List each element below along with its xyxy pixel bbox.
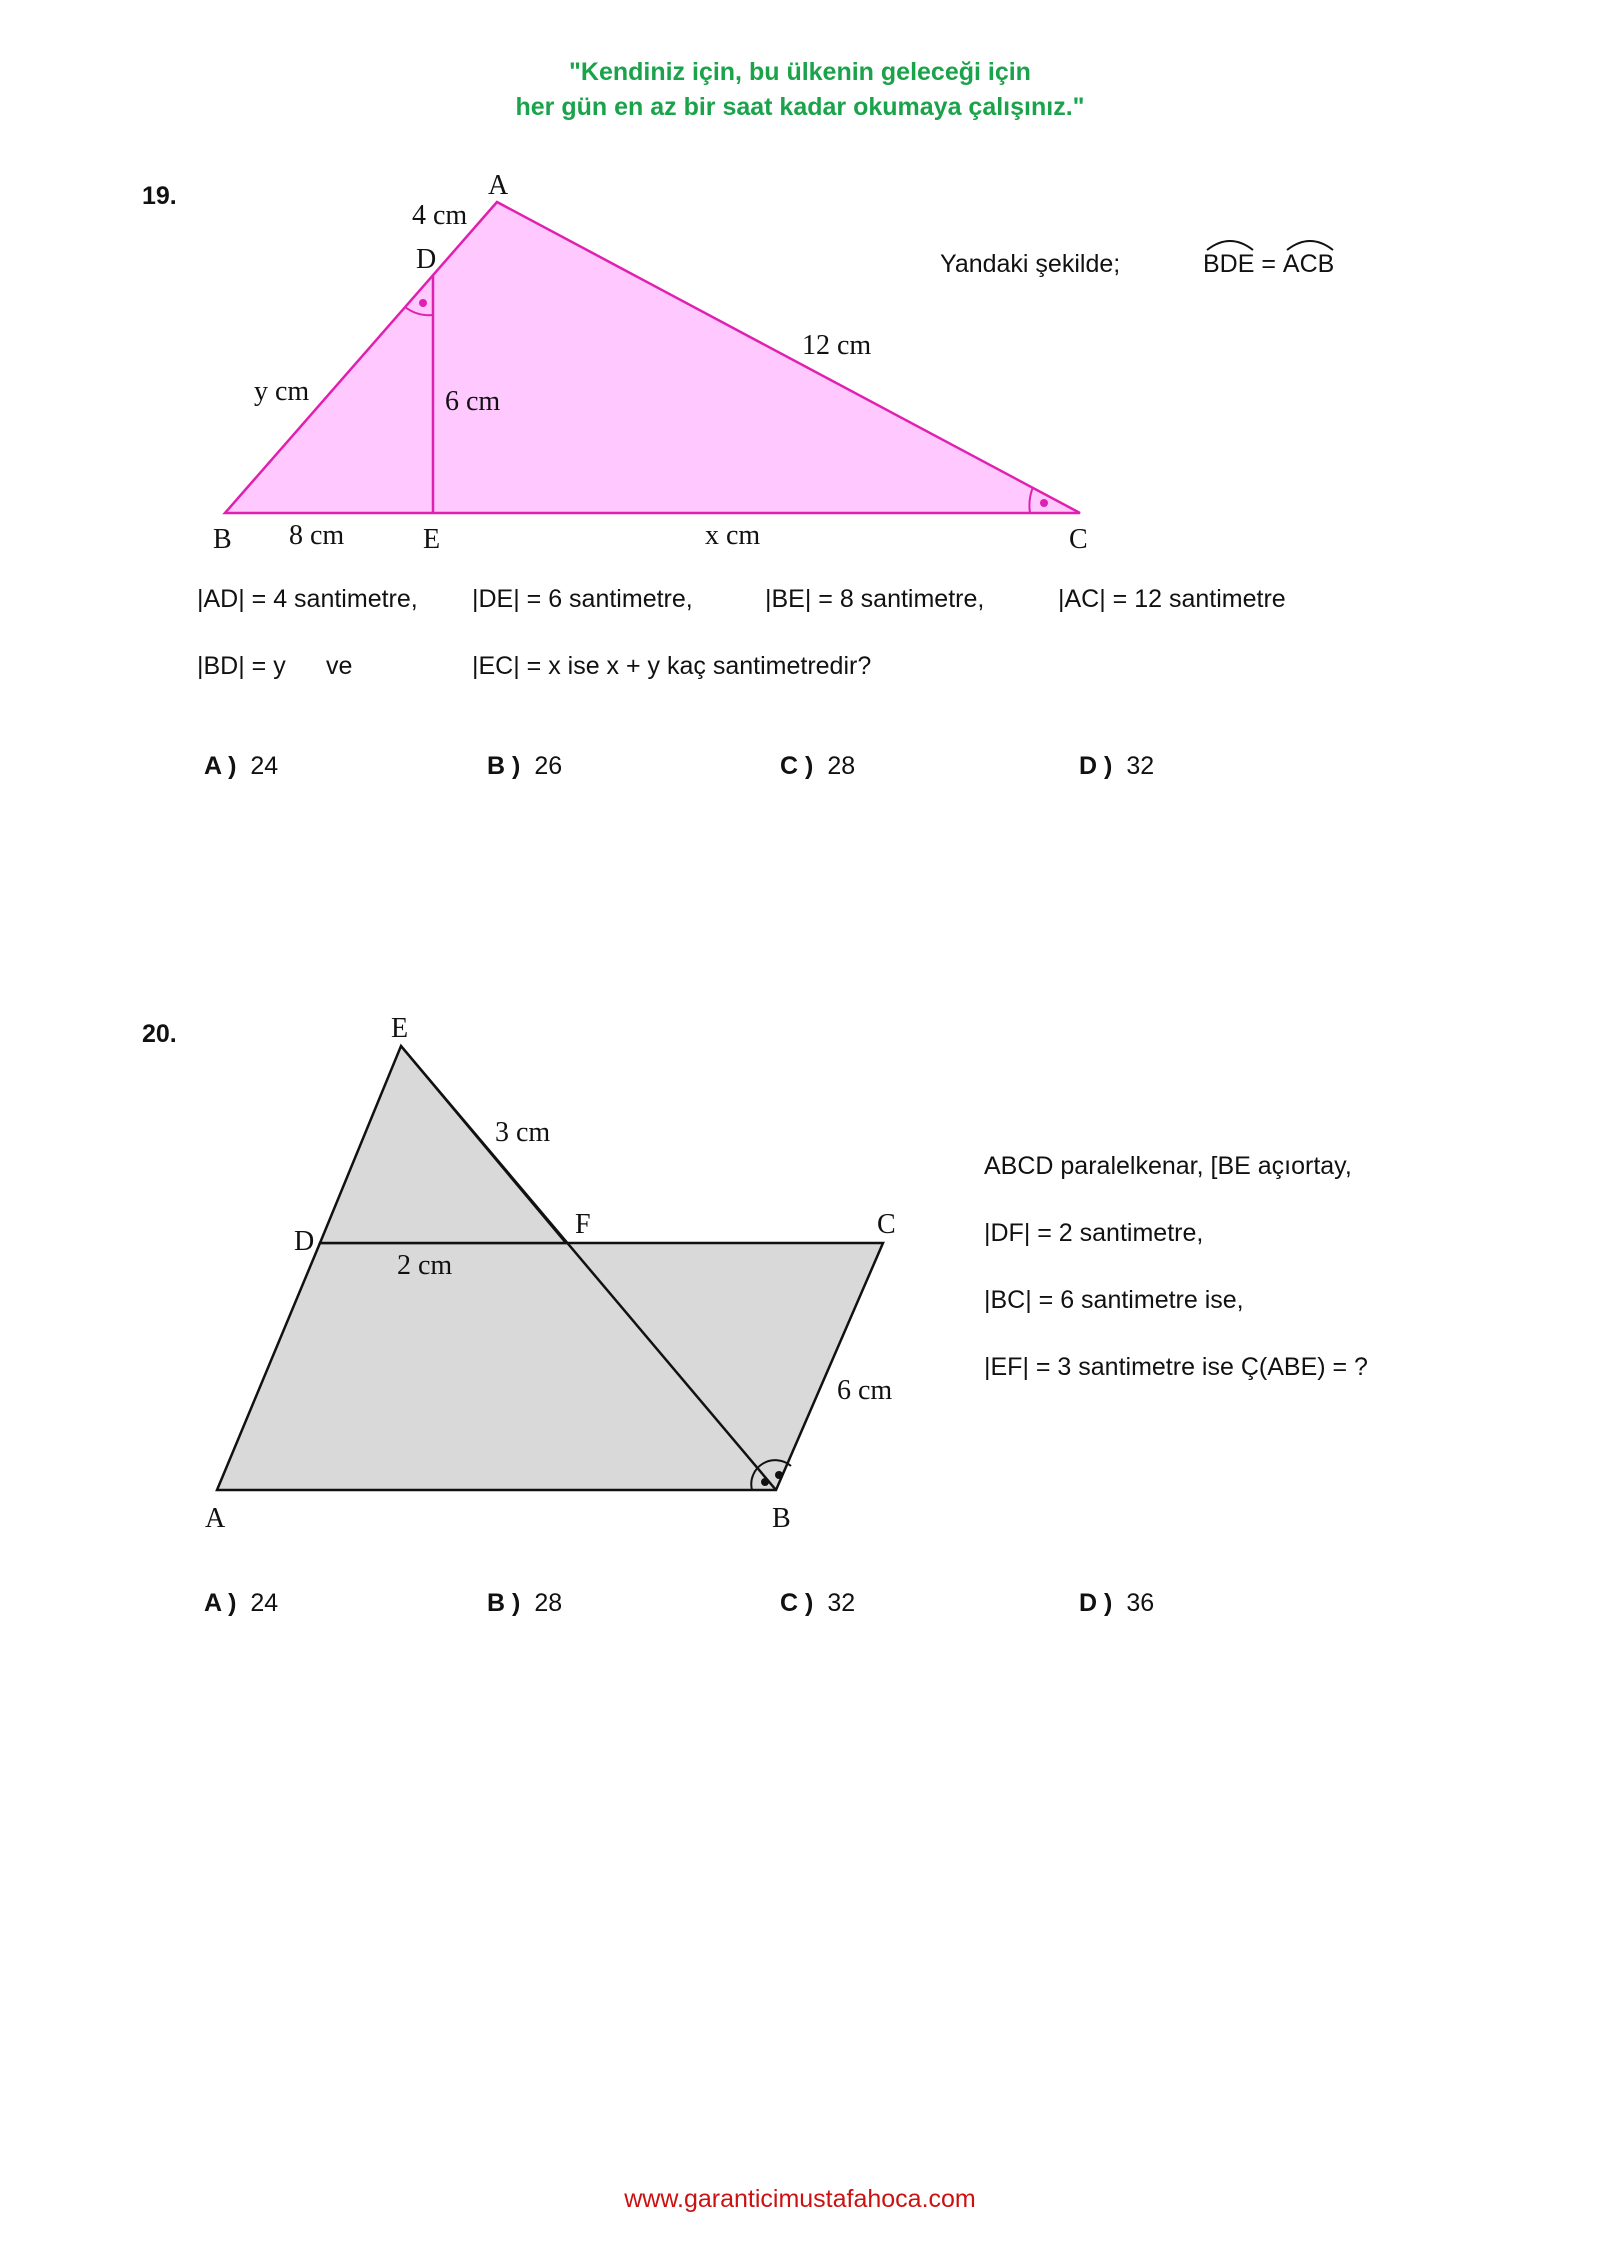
q19-given-ac: |AC| = 12 santimetre xyxy=(1058,585,1286,613)
q19-label-c: C xyxy=(1069,524,1088,555)
q19-option-d[interactable]: D ) 32 xyxy=(1079,752,1155,780)
q19-option-a[interactable]: A ) 24 xyxy=(204,752,279,780)
q19-side-ad: 4 cm xyxy=(412,200,468,231)
q20-line-2: |DF| = 2 santimetre, xyxy=(984,1219,1204,1247)
q20-line-1: ABCD paralelkenar, [BE açıortay, xyxy=(984,1152,1352,1180)
q19-angle-equality xyxy=(1203,250,1334,279)
q20-label-f: F xyxy=(575,1209,591,1240)
footer-website-link[interactable]: www.garanticimustafahoca.com xyxy=(624,2185,976,2213)
q19-angle-acb: ACB xyxy=(1283,250,1334,279)
q19-side-note-prefix: Yandaki şekilde; xyxy=(940,250,1121,278)
q19-side-bd: y cm xyxy=(254,376,310,407)
q19-label-a: A xyxy=(488,170,509,201)
q19-given-ad: |AD| = 4 santimetre, xyxy=(197,585,418,613)
q19-given-de: |DE| = 6 santimetre, xyxy=(472,585,693,613)
q19-side-de: 6 cm xyxy=(445,386,501,417)
q20-option-b[interactable]: B ) 28 xyxy=(487,1589,563,1617)
q19-label-d: D xyxy=(416,244,437,275)
q19-angle-dot-d xyxy=(419,299,427,307)
q19-side-be: 8 cm xyxy=(289,520,345,551)
q20-label-e: E xyxy=(391,1013,409,1044)
q19-side-ec: x cm xyxy=(705,520,761,551)
q19-side-note xyxy=(940,250,1120,279)
q20-angle-dot-2 xyxy=(775,1471,783,1479)
q19-label-b: B xyxy=(213,524,232,555)
q19-question-text: |EC| = x ise x + y kaç santimetredir? xyxy=(472,652,872,680)
arc-hat-icon xyxy=(1283,238,1337,252)
q19-option-b[interactable]: B ) 26 xyxy=(487,752,563,780)
q20-option-d[interactable]: D ) 36 xyxy=(1079,1589,1155,1617)
q20-angle-dot-1 xyxy=(761,1478,769,1486)
q20-label-c: C xyxy=(877,1209,896,1240)
q20-label-a: A xyxy=(205,1503,226,1534)
q19-option-c[interactable]: C ) 28 xyxy=(780,752,856,780)
q20-parallelogram xyxy=(217,1243,883,1490)
q19-side-ac: 12 cm xyxy=(802,330,872,361)
question-20-number: 20. xyxy=(142,1020,177,1048)
q20-side-bc: 6 cm xyxy=(837,1375,893,1406)
motto-line-2: her gün en az bir saat kadar okumaya çalışınız." xyxy=(515,93,1085,121)
q19-angle-bde: BDE xyxy=(1203,250,1254,279)
q20-line-4: |EF| = 3 santimetre ise Ç(ABE) = ? xyxy=(984,1353,1368,1381)
q20-option-a[interactable]: A ) 24 xyxy=(204,1589,279,1617)
q20-side-df: 2 cm xyxy=(397,1250,453,1281)
q19-given-be: |BE| = 8 santimetre, xyxy=(765,585,985,613)
q19-angle-dot-c xyxy=(1040,499,1048,507)
motto-line-1: "Kendiniz için, bu ülkenin geleceği için xyxy=(569,58,1031,86)
q20-label-b: B xyxy=(772,1503,791,1534)
q20-side-ef: 3 cm xyxy=(495,1117,551,1148)
q19-angle-equals: = xyxy=(1254,250,1283,278)
q19-given-bd: |BD| = y xyxy=(197,652,286,680)
q19-given-ve: ve xyxy=(326,652,353,680)
q19-label-e: E xyxy=(423,524,441,555)
question-19-number: 19. xyxy=(142,182,177,210)
q20-option-c[interactable]: C ) 32 xyxy=(780,1589,856,1617)
arc-hat-icon xyxy=(1203,238,1257,252)
q20-line-3: |BC| = 6 santimetre ise, xyxy=(984,1286,1244,1314)
q19-triangle xyxy=(225,202,1080,513)
q20-label-d: D xyxy=(294,1226,315,1257)
